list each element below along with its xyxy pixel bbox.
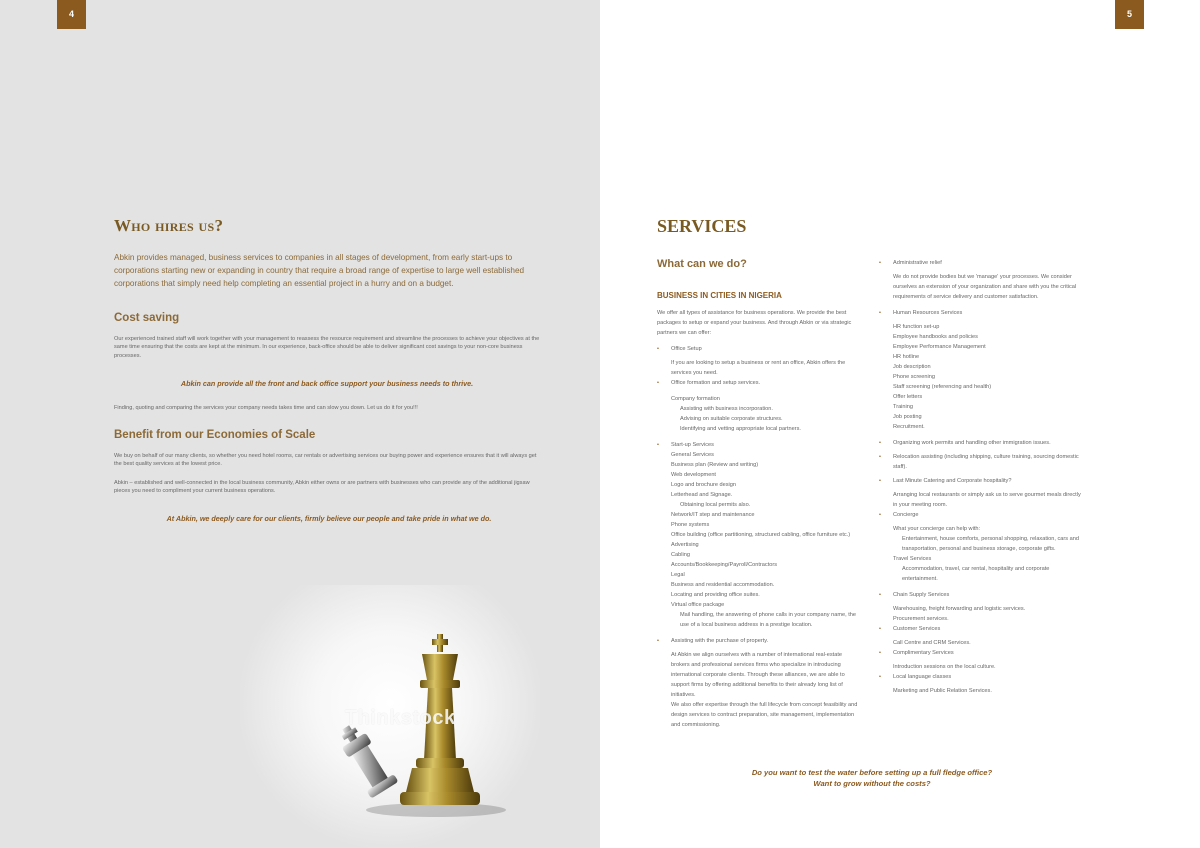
hr-list-item: Job posting <box>893 414 922 420</box>
company-formation-item: Advising on suitable corporate structures. <box>680 416 783 422</box>
intro-paragraph: Abkin provides managed, business services to companies in all stages of development, from early start-ups to corporations starting new or expanding in country that require a broad range of expertise to large well established corporations that simply need help completing an essential project in a hurry and on a budget. <box>114 253 525 288</box>
page-title-who-hires: Who hires us? <box>114 216 224 235</box>
complimentary-item: • Complimentary Services <box>879 648 1085 658</box>
economies-heading: Benefit from our Economies of Scale <box>114 429 316 441</box>
startup-list-item: Advertising <box>671 542 699 548</box>
complimentary-text: Introduction sessions on the local culture. <box>893 664 996 670</box>
immigration-item: • Organizing work permits and handling other immigration issues. <box>879 438 1085 448</box>
procurement-text: Procurement services. <box>893 616 949 622</box>
company-formation-item: Assisting with business incorporation. <box>680 406 773 412</box>
hr-list-item: Employee Performance Management <box>893 344 986 350</box>
finding-services-note: Finding, quoting and comparing the services your company needs takes time and can slow you down. Let us do it for you!!! <box>114 405 418 411</box>
hr-list-item: Offer letters <box>893 394 923 400</box>
customer-services-text: Call Centre and CRM Services. <box>893 640 971 646</box>
startup-list-item: Network/IT step and maintenance <box>671 512 755 518</box>
cost-saving-heading: Cost saving <box>114 312 180 324</box>
concierge-item: • Concierge <box>879 510 1085 520</box>
care-callout: At Abkin, we deeply care for our clients, firmly believe our people and take pride in what we do. <box>166 514 492 523</box>
travel-services-label: Travel Services <box>893 556 932 562</box>
cost-saving-body: Our experienced trained staff will work together with your management to reassess the resource requirement and streamline the processes to achieve your objectives at the same time ensuring that the costs are kept at the minimum. In our experience, back-office should be able to deliver significant cost savings to your non-core business processes. <box>114 336 540 359</box>
services-column-middle <box>657 308 862 730</box>
economies-body-2: Abkin – established and well-connected in the local business community, Abkin either owns or are partners with businesses who can provide any of the additional jigsaw pieces you need to compliment your current business operations. <box>114 480 530 495</box>
startup-list-item: Business and residential accommodation. <box>671 582 775 588</box>
callout-line-1: Do you want to test the water before setting up a full fledge office? <box>751 768 993 777</box>
startup-list-item: Logo and brochure design <box>671 482 737 488</box>
company-formation-item: Identifying and vetting appropriate local partners. <box>680 426 801 432</box>
hr-list-item: Employee handbooks and policies <box>893 334 978 340</box>
services-title: SERVICES <box>657 216 747 236</box>
customer-services-item: • Customer Services <box>879 624 1085 634</box>
hr-list-item: Staff screening (referencing and health) <box>893 384 992 390</box>
startup-list-item: Accounts/Bookkeeping/Payroll/Contractors <box>671 562 778 568</box>
page-number-left: 4 <box>57 0 86 29</box>
chain-supply-item: • Chain Supply Services <box>879 590 1085 600</box>
startup-list-item: Cabling <box>671 552 690 558</box>
bottom-callout <box>700 767 1044 789</box>
catering-item: • Last Minute Catering and Corporate hospitality? <box>879 476 1085 486</box>
admin-relief-item: • Administrative relief <box>879 258 1085 268</box>
chain-supply-text: Warehousing, freight forwarding and logistic services. <box>893 606 1026 612</box>
page-number-right: 5 <box>1115 0 1144 29</box>
economies-body-1: We buy on behalf of our many clients, so whether you need hotel rooms, car rentals or advertising services our buying power and experience ensures that it will always get the best quality services at the lowest price. <box>114 453 537 468</box>
travel-services-text: Accommodation, travel, car rental, hospitality and corporate entertainment. <box>902 566 1050 582</box>
concierge-intro: What your concierge can help with: <box>893 526 981 532</box>
startup-list-item: Locating and providing office suites. <box>671 592 760 598</box>
general-services-label: General Services <box>671 452 714 458</box>
hr-list-item: Phone screening <box>893 374 935 380</box>
startup-list-item: Letterhead and Signage. <box>671 492 733 498</box>
front-back-office-callout: Abkin can provide all the front and back office support your business needs to thrive. <box>180 379 474 388</box>
marketing-text: Marketing and Public Relation Services. <box>893 688 992 694</box>
startup-list-item: Phone systems <box>671 522 710 528</box>
thinkstock-watermark: Thinkstock <box>345 707 456 729</box>
property-text-2: We also offer expertise through the full lifecycle from concept feasibility and design services to contract preparation, site management, implementation and commissioning. <box>671 702 858 728</box>
property-purchase-item: • Assisting with the purchase of property. <box>657 636 862 646</box>
local-permits-item: Obtaining local permits also. <box>680 502 751 508</box>
startup-list-item: Web development <box>671 472 716 478</box>
office-setup-item: • Office Setup <box>657 344 862 354</box>
business-cities-heading: BUSINESS IN CITIES IN NIGERIA <box>657 291 782 300</box>
hr-list-item: HR function set-up <box>893 324 940 330</box>
office-setup-text: If you are looking to setup a business or rent an office, Abkin offers the services you need. <box>671 360 846 376</box>
company-formation-label: Company formation <box>671 396 720 402</box>
hr-services-item: • Human Resources Services <box>879 308 1085 318</box>
relocation-item: • Relocation assisting (including shipping, culture training, sourcing domestic staff). <box>879 452 1085 472</box>
startup-list-item: Business plan (Review and writing) <box>671 462 759 468</box>
startup-list-item: Virtual office package <box>671 602 725 608</box>
language-classes-item: • Local language classes <box>879 672 1085 682</box>
property-text-1: At Abkin we align ourselves with a number of international real-estate brokers and professional services firms who specialize in introducing international corporate clients. Through these alliances, we are able to support firms by offering additional benefits to their already long list of initiatives. <box>671 652 845 698</box>
hr-list-item: Job description <box>893 364 931 370</box>
office-formation-item: • Office formation and setup services. <box>657 378 862 388</box>
virtual-office-detail: Mail handling, the answering of phone calls in your company name, the use of a local business address in a prestige location. <box>680 612 856 628</box>
hr-list-item: Recruitment. <box>893 424 925 430</box>
hr-list-item: HR hotline <box>893 354 920 360</box>
hr-list-item: Training <box>893 404 914 410</box>
services-column-right <box>879 258 1085 696</box>
admin-relief-text: We do not provide bodies but we 'manage' your processes. We consider ourselves an extension of your organization and share with you the critical requirements of service delivery and customer satisfaction. <box>893 274 1077 300</box>
catering-text: Arranging local restaurants or simply ask us to serve gourmet meals directly in your meeting room. <box>893 492 1081 508</box>
offer-paragraph: We offer all types of assistance for business operations. We provide the best packages to setup or expand your business. And through Abkin or via strategic partners we can offer: <box>657 310 852 336</box>
startup-services-item: • Start-up Services <box>657 440 862 450</box>
callout-line-2: Want to grow without the costs? <box>813 779 931 788</box>
what-can-we-do-heading: What can we do? <box>657 258 747 270</box>
concierge-text: Entertainment, house comforts, personal shopping, relaxation, cars and transportation, personal and business storage, corporate gifts. <box>902 536 1079 552</box>
startup-list-item: Legal <box>671 572 685 578</box>
startup-list-item: Office building (office partitioning, structured cabling, office furniture etc.) <box>671 532 851 538</box>
